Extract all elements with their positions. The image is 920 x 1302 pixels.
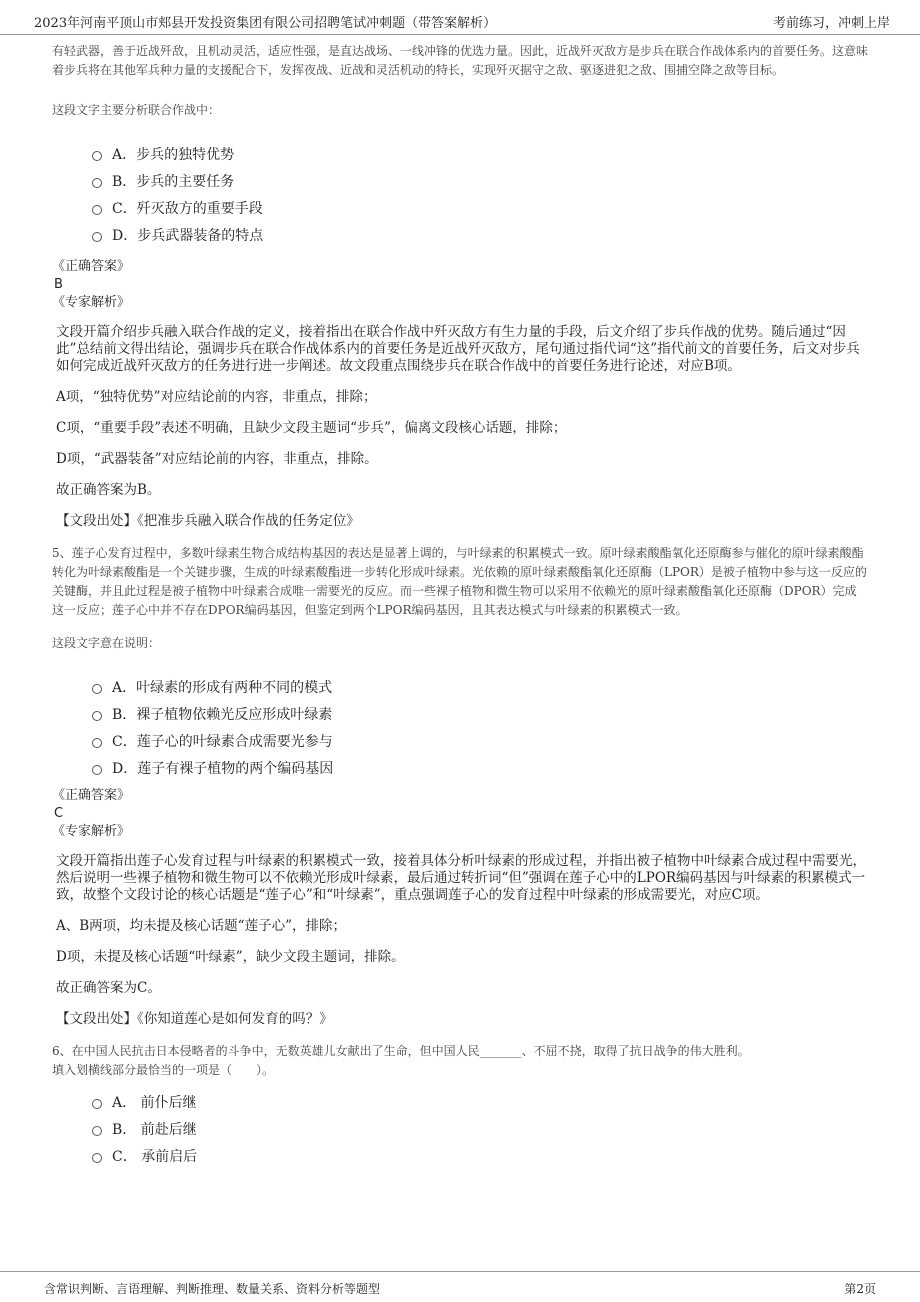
radio-icon[interactable]: [92, 232, 102, 242]
q5-analysis-ab: A、B两项，均未提及核心话题“莲子心”，排除；: [56, 918, 346, 934]
q4-option-d[interactable]: D．步兵武器装备的特点: [92, 221, 868, 248]
q6-stem: 6、在中国人民抗击日本侵略者的斗争中，无数英雄儿女献出了生命，但中国人民_______、不屈不挠，取得了抗日战争的伟大胜利。: [52, 1044, 750, 1058]
page-content: [52, 42, 868, 1169]
q5-option-d[interactable]: D．莲子有裸子植物的两个编码基因: [92, 754, 868, 781]
radio-icon[interactable]: [92, 738, 102, 748]
q4-answer: B: [54, 277, 63, 292]
q4-options: [92, 140, 868, 248]
page-header: [0, 0, 920, 35]
q4-analysis-d: D项，“武器装备”对应结论前的内容，非重点，排除。: [56, 451, 378, 467]
q5-analysis-main: 文段开篇指出莲子心发育过程与叶绿素的积累模式一致，接着具体分析叶绿素的形成过程，并指出被子植物中叶绿素合成过程中需要光，然后说明一些裸子植物和微生物可以不依赖光形成叶绿素，最后通过转折词“但”强调在莲子心中的LPOR编码基因与叶绿素的积累模式一致，故整个文段讨论的核心话题是“莲子心”和“叶绿素”，重点强调莲子心的发育过程中叶绿素的形成需要光，对应C项。: [56, 853, 866, 903]
radio-icon[interactable]: [92, 151, 102, 161]
header-slogan: 考前练习，冲刺上岸: [772, 16, 890, 31]
radio-icon[interactable]: [92, 765, 102, 775]
q5-analysis-label: 《专家解析》: [52, 824, 131, 839]
q5-source: 【文段出处】《你知道莲心是如何发育的吗？》: [56, 1011, 333, 1027]
radio-icon[interactable]: [92, 1126, 102, 1136]
q4-source: 【文段出处】《把准步兵融入联合作战的任务定位》: [56, 513, 360, 529]
q4-answer-label: 《正确答案》: [52, 259, 131, 274]
q6-option-c[interactable]: C． 承前启后: [92, 1142, 868, 1169]
q5-passage: 5、莲子心发育过程中，多数叶绿素生物合成结构基因的表达是显著上调的，与叶绿素的积累模式一致。原叶绿素酸酯氧化还原酶参与催化的原叶绿素酸酯转化为叶绿素酸酯是一个关键步骤，生成的叶绿素酸酯进一步转化形成叶绿素。光依赖的原叶绿素酸酯氧化还原酶（LPOR）是被子植物中参与这一反应的关键酶，并且此过程是被子植物中叶绿素合成唯一需要光的反应。而一些裸子植物和微生物可以采用不依赖光的原叶绿素酸酯氧化还原酶（DPOR）完成这一反应；莲子心中并不存在DPOR编码基因，但鉴定到两个LPOR编码基因，且其表达模式与叶绿素的积累模式一致。: [52, 546, 867, 617]
footer-topics: 含常识判断、言语理解、判断推理、数量关系、资料分析等题型: [44, 1282, 381, 1296]
document-title: 2023年河南平顶山市郏县开发投资集团有限公司招聘笔试冲刺题（带答案解析）: [34, 16, 497, 31]
q5-answer-label: 《正确答案》: [52, 788, 131, 803]
q6-options: [92, 1088, 868, 1169]
q4-option-c[interactable]: C．歼灭敌方的重要手段: [92, 194, 868, 221]
radio-icon[interactable]: [92, 205, 102, 215]
q5-options: [92, 673, 868, 781]
radio-icon[interactable]: [92, 1153, 102, 1163]
radio-icon[interactable]: [92, 178, 102, 188]
radio-icon[interactable]: [92, 711, 102, 721]
q5-question: 这段文字意在说明：: [52, 636, 161, 650]
q6-option-b[interactable]: B． 前赴后继: [92, 1115, 868, 1142]
q5-option-c[interactable]: C．莲子心的叶绿素合成需要光参与: [92, 727, 868, 754]
q4-analysis-conclusion: 故正确答案为B。: [56, 482, 161, 498]
q6-question: 填入划横线部分最恰当的一项是（ ）。: [52, 1063, 275, 1077]
q4-question: 这段文字主要分析联合作战中：: [52, 103, 221, 117]
q4-analysis-label: 《专家解析》: [52, 295, 131, 310]
q4-analysis-main: 文段开篇介绍步兵融入联合作战的定义，接着指出在联合作战中歼灭敌方有生力量的手段，后文介绍了步兵作战的优势。随后通过“因此”总结前文得出结论，强调步兵在联合作战体系内的首要任务是近战歼灭敌方，尾句通过指代词“这”指代前文的首要任务，后文对步兵如何完成近战歼灭敌方的任务进行进一步阐述。故文段重点围绕步兵在联合作战中的首要任务进行论述，对应B项。: [56, 324, 860, 374]
q4-passage: 有轻武器，善于近战歼敌，且机动灵活，适应性强，是直达战场、一线冲锋的优选力量。因此，近战歼灭敌方是步兵在联合作战体系内的首要任务。这意味着步兵将在其他军兵种力量的支援配合下，发挥夜战、近战和灵活机动的特长，实现歼灭据守之敌、驱逐进犯之敌、围捕空降之敌等目标。: [52, 44, 869, 77]
q6-option-a[interactable]: A． 前仆后继: [92, 1088, 868, 1115]
q4-option-a[interactable]: A．步兵的独特优势: [92, 140, 868, 167]
q5-answer: C: [54, 806, 64, 821]
q5-option-a[interactable]: A．叶绿素的形成有两种不同的模式: [92, 673, 868, 700]
q5-option-b[interactable]: B．裸子植物依赖光反应形成叶绿素: [92, 700, 868, 727]
page-number: 第2页: [844, 1282, 876, 1296]
q4-option-b[interactable]: B．步兵的主要任务: [92, 167, 868, 194]
radio-icon[interactable]: [92, 1099, 102, 1109]
q5-analysis-d: D项，未提及核心话题“叶绿素”，缺少文段主题词，排除。: [56, 949, 405, 965]
q4-analysis-c: C项，“重要手段”表述不明确，且缺少文段主题词“步兵”，偏离文段核心话题，排除；: [56, 420, 567, 436]
page-footer: [0, 1271, 920, 1302]
radio-icon[interactable]: [92, 684, 102, 694]
q4-analysis-a: A项，“独特优势”对应结论前的内容，非重点，排除；: [56, 389, 377, 405]
q5-analysis-conclusion: 故正确答案为C。: [56, 980, 161, 996]
